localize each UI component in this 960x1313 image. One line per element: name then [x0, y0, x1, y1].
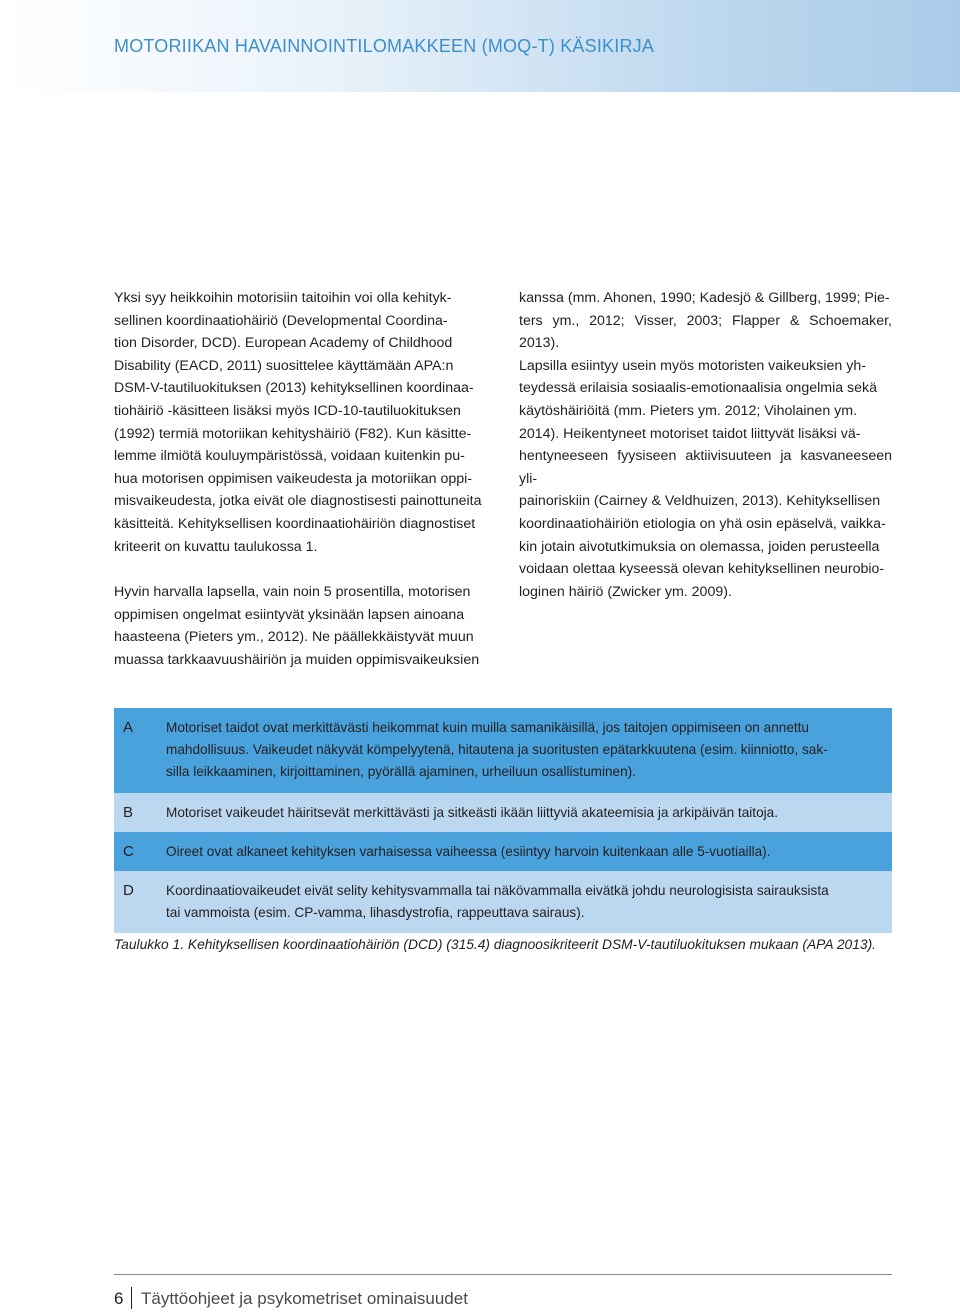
text-line: voidaan olettaa kyseessä olevan kehityksellinen neurobio-	[519, 561, 885, 578]
body-paragraph-right	[519, 287, 892, 603]
footer-separator	[131, 1287, 132, 1309]
text-line: mahdollisuus. Vaikeudet näkyvät kömpelyytenä, hitautena ja suoritusten epätarkkuutena (esim. kiinniotto, sak-	[166, 742, 828, 757]
table-row-a	[114, 708, 892, 793]
body-paragraph-1	[114, 287, 488, 558]
row-letter: D	[123, 882, 134, 899]
table-row-d	[114, 871, 892, 933]
text-line: lemme ilmiötä kouluympäristössä, voidaan kuitenkin pu-	[114, 448, 465, 465]
running-header-title: MOTORIIKAN HAVAINNOINTILOMAKKEEN (MOQ-T) KÄSIKIRJA	[114, 36, 655, 56]
text-line: hua motorisen oppimisen vaikeudesta ja motoriikan oppi-	[114, 470, 473, 487]
text-line: tion Disorder, DCD). European Academy of Childhood	[114, 335, 453, 352]
text-line: Yksi syy heikkoihin motorisiin taitoihin voi olla kehityk-	[114, 290, 452, 306]
row-letter: A	[123, 719, 134, 736]
text-line: hentyneeseen fyysiseen aktiivisuuteen ja kasvaneeseen yli-	[519, 448, 892, 487]
text-line: koordinaatiohäiriön etiologia on yhä osin epäselvä, vaikka-	[519, 515, 886, 532]
text-line: loginen häiriö (Zwicker ym. 2009).	[519, 583, 732, 600]
text-line: Motoriset vaikeudet häiritsevät merkittävästi ja sitkeästi ikään liittyviä akateemisia ja arkipäivän taitoja.	[166, 805, 778, 820]
row-text	[166, 717, 892, 793]
row-letter: C	[123, 843, 134, 860]
table-caption: Taulukko 1. Kehityksellisen koordinaatiohäiriön (DCD) (315.4) diagnoosikriteerit DSM-V-tautiluokituksen mukaan (APA 2013).	[114, 937, 877, 952]
text-line: silla leikkaaminen, kirjoittaminen, pyörällä ajaminen, urheiluun osallistuminen).	[166, 764, 636, 779]
text-line: tiohäiriö -käsitteen lisäksi myös ICD-10-tautiluokituksen	[114, 402, 461, 419]
text-line: ters ym., 2012; Visser, 2003; Flapper & Schoemaker, 2013).	[519, 312, 892, 352]
table-row-c	[114, 832, 892, 871]
text-line: oppimisen ongelmat esiintyvät yksinään lapsen ainoana	[114, 606, 465, 623]
text-line: käsitteitä. Kehityksellisen koordinaatiohäiriön diagnostiset	[114, 515, 476, 532]
text-line: misvaikeudesta, jotka eivät ole diagnostisesti painottuneita	[114, 493, 482, 510]
text-line: Koordinaatiovaikeudet eivät selity kehitysvammalla tai näkövammalla eivätkä johdu neurologisista sairauksista	[166, 883, 829, 898]
text-line: Motoriset taidot ovat merkittävästi heikommat kuin muilla samanikäisillä, jos taitojen oppimiseen on annettu	[166, 720, 809, 735]
footer-section-title: Täyttöohjeet ja psykometriset ominaisuudet	[141, 1289, 468, 1308]
body-paragraph-2	[114, 581, 488, 671]
row-letter: B	[123, 804, 134, 821]
row-text	[166, 841, 892, 871]
table-row-b	[114, 793, 892, 832]
row-text	[166, 802, 892, 832]
text-line: kin jotain aivotutkimuksia on olemassa, joiden perusteella	[519, 538, 880, 555]
text-line: (1992) termiä motoriikan kehityshäiriö (F82). Kun käsitte-	[114, 425, 472, 442]
text-line: 2014). Heikentyneet motoriset taidot liittyvät lisäksi vä-	[519, 425, 861, 442]
text-line: painoriskiin (Cairney & Veldhuizen, 2013). Kehityksellisen	[519, 493, 881, 510]
page-number: 6	[114, 1289, 124, 1308]
text-line: Lapsilla esiintyy usein myös motoristen vaikeuksien yh-	[519, 357, 866, 374]
text-line: Oireet ovat alkaneet kehityksen varhaisessa vaiheessa (esiintyy harvoin kuitenkaan alle 5-vuotiailla).	[166, 844, 771, 859]
text-line: tai vammoista (esim. CP-vamma, lihasdystrofia, rappeuttava sairaus).	[166, 905, 585, 920]
text-line: käytöshäiriöitä (mm. Pieters ym. 2012; Viholainen ym.	[519, 402, 858, 419]
header-band	[0, 0, 960, 92]
text-line: DSM-V-tautiluokituksen (2013) kehityksellinen koordinaa-	[114, 380, 474, 397]
text-line: muassa tarkkaavuushäiriön ja muiden oppimisvaikeuksien	[114, 651, 480, 668]
text-line: kanssa (mm. Ahonen, 1990; Kadesjö & Gillberg, 1999; Pie-	[519, 290, 890, 306]
text-line: kriteerit on kuvattu taulukossa 1.	[114, 538, 318, 555]
footer-divider	[114, 1274, 892, 1275]
criteria-table	[114, 708, 892, 933]
text-line: Hyvin harvalla lapsella, vain noin 5 prosentilla, motorisen	[114, 584, 471, 600]
text-line: Disability (EACD, 2011) suosittelee käyttämään APA:n	[114, 357, 454, 374]
text-line: teydessä erilaisia sosiaalis-emotionaalisia ongelmia sekä	[519, 380, 878, 397]
text-line: sellinen koordinaatiohäiriö (Developmental Coordina-	[114, 312, 448, 329]
text-line: haasteena (Pieters ym., 2012). Ne päällekkäistyvät muun	[114, 629, 474, 646]
row-text	[166, 880, 892, 933]
